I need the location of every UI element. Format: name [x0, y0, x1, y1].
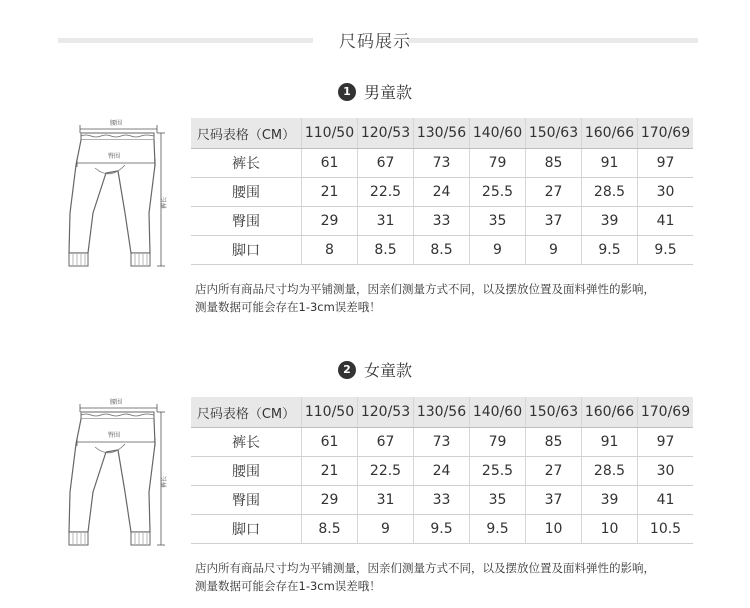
- table-cell: 30: [638, 457, 694, 486]
- section-title: 男童款: [363, 83, 412, 102]
- table-cell: 61: [302, 428, 358, 457]
- table-cell: 73: [414, 428, 470, 457]
- table-cell: 30: [638, 178, 694, 207]
- header-cell: 150/63: [526, 397, 582, 428]
- table-cell: 8: [302, 236, 358, 265]
- table-cell: 31: [358, 207, 414, 236]
- note-line: 测量数据可能会存在1-3cm误差哦！: [195, 300, 381, 314]
- measurement-note: [195, 559, 655, 595]
- table-row: [191, 486, 693, 515]
- header-cell: 110/50: [302, 118, 358, 149]
- section-heading-boys: [0, 80, 750, 103]
- table-cell: 10.5: [638, 515, 694, 544]
- table-row: [191, 178, 693, 207]
- table-cell: 33: [414, 486, 470, 515]
- table-cell: 85: [526, 428, 582, 457]
- table-cell: 61: [302, 149, 358, 178]
- section-title: 女童款: [363, 361, 412, 380]
- table-cell: 29: [302, 486, 358, 515]
- table-header-row: [191, 397, 693, 428]
- table-cell: 97: [638, 428, 694, 457]
- table-cell: 9.5: [414, 515, 470, 544]
- note-line: 店内所有商品尺寸均为平铺测量，因亲们测量方式不同，以及摆放位置及面料弹性的影响，: [195, 282, 655, 296]
- hip-label: 臀围: [108, 432, 121, 439]
- header-cell: 尺码表格（CM）: [191, 397, 302, 428]
- table-cell: 24: [414, 457, 470, 486]
- waist-label: 腰围: [110, 399, 123, 406]
- size-table-boys: [191, 118, 693, 265]
- header-cell: 130/56: [414, 118, 470, 149]
- table-cell: 8.5: [414, 236, 470, 265]
- note-line: 店内所有商品尺寸均为平铺测量，因亲们测量方式不同，以及摆放位置及面料弹性的影响，: [195, 561, 655, 575]
- table-cell: 85: [526, 149, 582, 178]
- note-line: 测量数据可能会存在1-3cm误差哦！: [195, 579, 381, 593]
- table-cell: 27: [526, 457, 582, 486]
- header-cell: 170/69: [638, 118, 694, 149]
- table-cell: 28.5: [582, 457, 638, 486]
- table-cell: 10: [582, 515, 638, 544]
- row-label: 裤长: [191, 428, 302, 457]
- table-row: [191, 515, 693, 544]
- header-cell: 120/53: [358, 397, 414, 428]
- table-cell: 41: [638, 207, 694, 236]
- number-badge-2: 2: [338, 361, 356, 379]
- table-cell: 24: [414, 178, 470, 207]
- length-label: 裤长: [161, 475, 168, 488]
- hip-label: 臀围: [108, 153, 121, 160]
- table-cell: 9.5: [582, 236, 638, 265]
- table-cell: 8.5: [302, 515, 358, 544]
- header-cell: 140/60: [470, 118, 526, 149]
- table-cell: 67: [358, 149, 414, 178]
- table-cell: 25.5: [470, 457, 526, 486]
- table-cell: 21: [302, 178, 358, 207]
- waist-label: 腰围: [110, 120, 123, 127]
- table-cell: 22.5: [358, 178, 414, 207]
- measurement-note: [195, 280, 655, 316]
- table-cell: 35: [470, 486, 526, 515]
- table-row: [191, 428, 693, 457]
- table-cell: 37: [526, 486, 582, 515]
- table-cell: 97: [638, 149, 694, 178]
- row-label: 臀围: [191, 486, 302, 515]
- header-cell: 170/69: [638, 397, 694, 428]
- table-cell: 79: [470, 149, 526, 178]
- row-label: 臀围: [191, 207, 302, 236]
- pants-measurement-diagram: [62, 392, 177, 552]
- table-cell: 21: [302, 457, 358, 486]
- table-cell: 10: [526, 515, 582, 544]
- table-cell: 9.5: [638, 236, 694, 265]
- table-cell: 39: [582, 207, 638, 236]
- table-cell: 27: [526, 178, 582, 207]
- table-header-row: [191, 118, 693, 149]
- header-cell: 110/50: [302, 397, 358, 428]
- table-cell: 22.5: [358, 457, 414, 486]
- table-cell: 31: [358, 486, 414, 515]
- table-cell: 28.5: [582, 178, 638, 207]
- row-label: 脚口: [191, 236, 302, 265]
- header-cell: 160/66: [582, 118, 638, 149]
- row-label: 裤长: [191, 149, 302, 178]
- table-row: [191, 236, 693, 265]
- row-label: 脚口: [191, 515, 302, 544]
- row-label: 腰围: [191, 457, 302, 486]
- number-badge-1: 1: [338, 83, 356, 101]
- header-cell: 140/60: [470, 397, 526, 428]
- table-cell: 9: [470, 236, 526, 265]
- table-row: [191, 207, 693, 236]
- table-cell: 39: [582, 486, 638, 515]
- table-cell: 25.5: [470, 178, 526, 207]
- table-cell: 73: [414, 149, 470, 178]
- table-row: [191, 457, 693, 486]
- table-cell: 91: [582, 428, 638, 457]
- length-label: 裤长: [161, 196, 168, 209]
- table-cell: 33: [414, 207, 470, 236]
- table-row: [191, 149, 693, 178]
- table-cell: 9: [358, 515, 414, 544]
- row-label: 腰围: [191, 178, 302, 207]
- table-cell: 9.5: [470, 515, 526, 544]
- header-cell: 120/53: [358, 118, 414, 149]
- header-cell: 160/66: [582, 397, 638, 428]
- pants-measurement-diagram: [62, 113, 177, 273]
- size-table-girls: [191, 397, 693, 544]
- table-cell: 35: [470, 207, 526, 236]
- header-cell: 150/63: [526, 118, 582, 149]
- table-cell: 67: [358, 428, 414, 457]
- table-cell: 91: [582, 149, 638, 178]
- table-cell: 37: [526, 207, 582, 236]
- header-cell: 130/56: [414, 397, 470, 428]
- table-cell: 41: [638, 486, 694, 515]
- header-cell: 尺码表格（CM）: [191, 118, 302, 149]
- page-title: 尺码展示: [339, 32, 411, 52]
- table-cell: 29: [302, 207, 358, 236]
- table-cell: 79: [470, 428, 526, 457]
- table-cell: 9: [526, 236, 582, 265]
- section-heading-girls: [0, 358, 750, 381]
- table-cell: 8.5: [358, 236, 414, 265]
